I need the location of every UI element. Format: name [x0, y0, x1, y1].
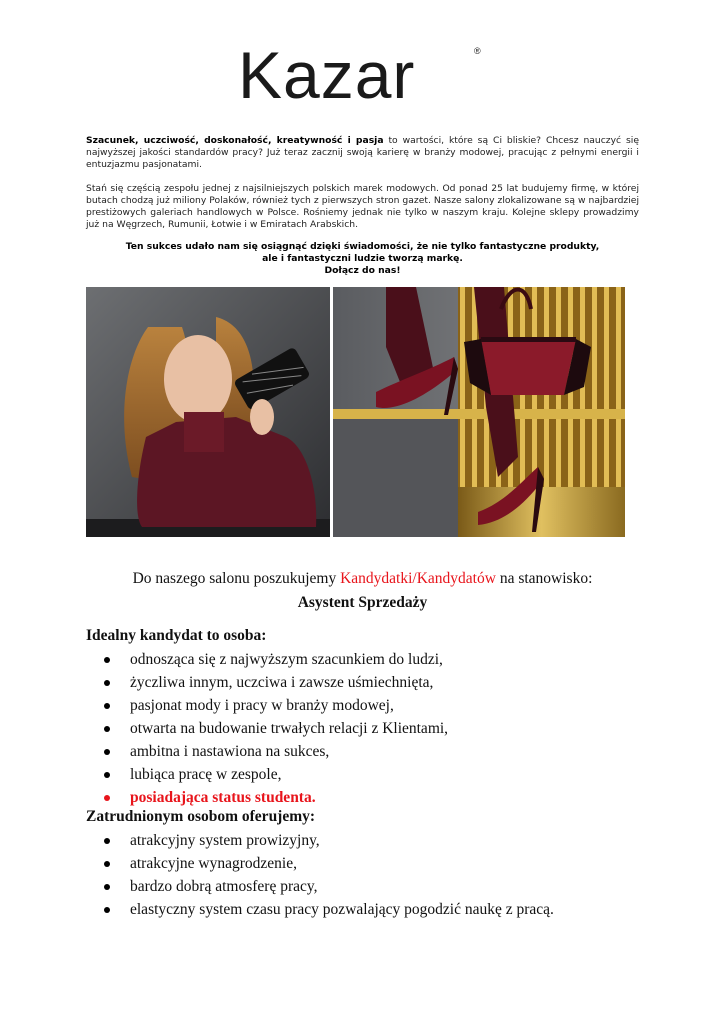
bullet-icon [104, 680, 110, 686]
bullet-icon [104, 726, 110, 732]
claim-line-3: Dołącz do nas! [324, 265, 401, 276]
values-bold: Szacunek, uczciwość, doskonałość, kreatywność i pasja [86, 135, 384, 146]
search-suffix: na stanowisko: [495, 570, 593, 587]
search-prefix: Do naszego salonu poszukujemy [132, 570, 341, 587]
candidates-highlight: Kandydatki/Kandydatów [340, 570, 496, 587]
list-item-text: posiadająca status studenta. [130, 789, 316, 806]
list-item-text: lubiąca pracę w zespole, [130, 766, 282, 783]
list-item-text: ambitna i nastawiona na sukces, [130, 743, 330, 760]
benefits-list [104, 829, 554, 921]
search-announcement [86, 570, 639, 588]
logo-wordmark: Kazar [238, 40, 416, 110]
list-item-text: odnosząca się z najwyższym szacunkiem do ludzi, [130, 651, 443, 668]
list-item-text: atrakcyjny system prowizyjny, [130, 832, 320, 849]
list-item [104, 648, 448, 671]
bullet-icon [104, 749, 110, 755]
registered-mark: ® [474, 46, 481, 56]
list-item [104, 717, 448, 740]
bullet-icon [104, 657, 110, 663]
claim-text [86, 241, 639, 277]
list-item [104, 671, 448, 694]
list-item-text: atrakcyjne wynagrodzenie, [130, 855, 297, 872]
list-item [104, 829, 554, 852]
claim-line-1: Ten sukces udało nam się osiągnąć dzięki świadomości, że nie tylko fantastyczne produkty, [125, 241, 600, 252]
position-title: Asystent Sprzedaży [297, 594, 428, 611]
list-item [104, 875, 554, 898]
list-item-student-status [104, 786, 448, 809]
bullet-icon [104, 907, 110, 913]
list-item-text: bardzo dobrą atmosferę pracy, [130, 878, 318, 895]
list-item-text: otwarta na budowanie trwałych relacji z Klientami, [130, 720, 449, 737]
bullet-icon [104, 772, 110, 778]
list-item [104, 852, 554, 875]
bullet-icon [104, 703, 110, 709]
list-item [104, 694, 448, 717]
bullet-icon [104, 884, 110, 890]
kazar-logo [236, 40, 496, 110]
list-item [104, 763, 448, 786]
claim-line-2: ale i fantastyczni ludzie tworzą markę. [262, 253, 463, 264]
campaign-photo [86, 287, 625, 537]
list-item-text: życzliwa innym, uczciwa i zawsze uśmiechnięta, [130, 674, 434, 691]
list-item [104, 740, 448, 763]
list-item [104, 898, 554, 921]
candidate-list [104, 648, 448, 809]
candidate-heading: Idealny kandydat to osoba: [86, 627, 267, 644]
list-item-text: elastyczny system czasu pracy pozwalający pogodzić naukę z pracą. [130, 901, 554, 918]
list-item-text: pasjonat mody i pracy w branży modowej, [130, 697, 394, 714]
bullet-icon [104, 795, 110, 801]
intro-p1-rest: to wartości, które są Ci bliskie? Chcesz nauczyć się najwyższej jakości standardów pracy? Już teraz zacznij swoją karierę w branży modowej, pracując z pełnymi energii i entuzjazmu pasjonatami. [86, 135, 639, 170]
intro-paragraph-2: Stań się częścią zespołu jednej z najsilniejszych polskich marek modowych. Od ponad 25 lat budujemy firmę, w której butach chodzą już miliony Polaków, również tych z pierwszych stron gazet. Nasze salony zlokalizowane są w najbardziej prestiżowych galeriach handlowych w Polsce. Rośniemy jednak nie tylko w naszym kraju. Kolejne sklepy prowadzimy już na Węgrzech, Rumunii, Łotwie i w Emiratach Arabskich. [86, 183, 639, 230]
bullet-icon [104, 861, 110, 867]
intro-paragraph-1 [86, 135, 639, 171]
benefits-heading: Zatrudnionym osobom oferujemy: [86, 808, 316, 825]
bullet-icon [104, 838, 110, 844]
